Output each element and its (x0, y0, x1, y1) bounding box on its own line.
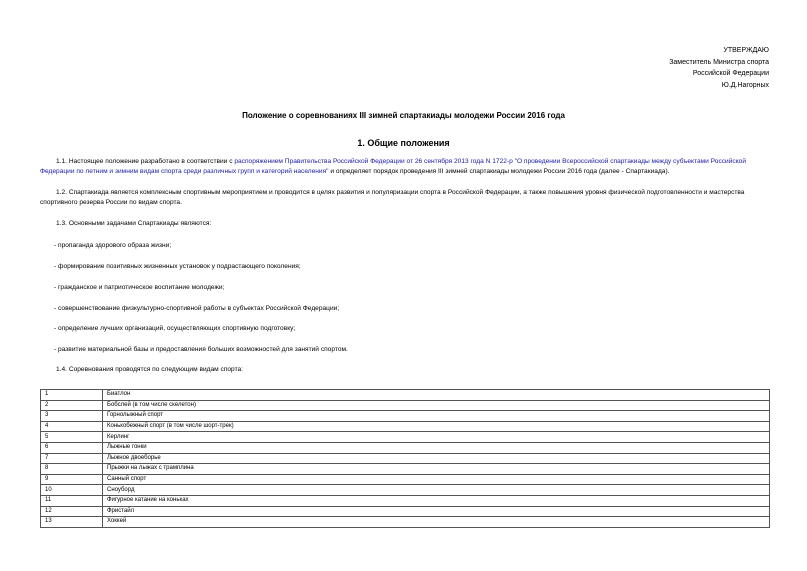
task-item: - определение лучших организаций, осуществляющих спортивную подготовку; (54, 325, 296, 332)
task-item: - формирование позитивных жизненных установок у подрастающего поколения; (54, 263, 301, 270)
sport-number: 13 (41, 517, 103, 528)
sport-name: Конькобежный спорт (в том числе шорт-трек) (103, 421, 770, 432)
paragraph-1-4-text: 1.4. Соревнования проводятся по следующим видам спорта: (56, 366, 244, 373)
government-order-link[interactable]: распоряжением Правительства Российской Федерации от 26 сентября 2013 года N 1722-р "О проведении Всероссийской спартакиады между субъектами Российской Федерации по летним и зимним видам спорта среди различных групп и категорий населения" (40, 158, 747, 175)
sport-number: 9 (41, 474, 103, 485)
sport-number: 5 (41, 432, 103, 443)
sports-table (40, 389, 770, 528)
table-row (41, 506, 770, 517)
table-row (41, 474, 770, 485)
sport-number: 8 (41, 464, 103, 475)
sport-name: Биатлон (103, 390, 770, 401)
paragraph-1-2-text: 1.2. Спартакиада является комплексным спортивным мероприятием и проводится в целях развития и популяризации спорта в Российской Федерации, а также повышения уровня физической подготовленности и мастерства спортивного резерва России по видам спорта. (40, 189, 745, 206)
sport-name: Бобслей (в том числе скелетон) (103, 400, 770, 411)
table-row (41, 432, 770, 443)
sport-name: Фристайл (103, 506, 770, 517)
paragraph-1-4 (40, 365, 770, 375)
sport-name: Прыжки на лыжах с трамплина (103, 464, 770, 475)
table-row (41, 411, 770, 422)
sport-number: 1 (41, 390, 103, 401)
sport-name: Санный спорт (103, 474, 770, 485)
table-row (41, 453, 770, 464)
sport-name: Лыжные гонки (103, 442, 770, 453)
table-row (41, 390, 770, 401)
paragraph-1-3-text: 1.3. Основными задачами Спартакиады являются: (56, 220, 212, 227)
sport-name: Керлинг (103, 432, 770, 443)
sport-name: Лыжное двоеборье (103, 453, 770, 464)
sport-number: 4 (41, 421, 103, 432)
sport-name: Фигурное катание на коньках (103, 495, 770, 506)
table-row (41, 421, 770, 432)
paragraph-1-2 (40, 188, 770, 208)
sport-number: 6 (41, 442, 103, 453)
table-row (41, 400, 770, 411)
sport-number: 2 (41, 400, 103, 411)
approval-position: Заместитель Министра спорта (669, 58, 769, 66)
table-row (41, 485, 770, 496)
task-item: - развитие материальной базы и предоставления больших возможностей для занятий спортом. (54, 346, 348, 353)
document-title: Положение о соревнованиях III зимней спартакиады молодежи России 2016 года (242, 111, 565, 120)
table-row (41, 517, 770, 528)
sport-name: Горнолыжный спорт (103, 411, 770, 422)
approval-heading: УТВЕРЖДАЮ (723, 47, 769, 54)
sport-number: 12 (41, 506, 103, 517)
table-row (41, 442, 770, 453)
sport-name: Хоккей (103, 517, 770, 528)
paragraph-1-1-prefix: 1.1. Настоящее положение разработано в соответствии с (56, 158, 235, 165)
approval-organization: Российской Федерации (692, 70, 769, 77)
section-title: 1. Общие положения (357, 138, 450, 148)
sport-number: 7 (41, 453, 103, 464)
task-item: - гражданское и патриотическое воспитание молодежи; (54, 284, 225, 291)
sport-number: 3 (41, 411, 103, 422)
paragraph-1-1 (40, 157, 770, 177)
sport-name: Сноуборд (103, 485, 770, 496)
table-row (41, 495, 770, 506)
approval-signatory: Ю.Д.Нагорных (721, 81, 769, 89)
task-item: - совершенствование физкультурно-спортивной работы в субъектах Российской Федерации; (54, 305, 340, 312)
task-item: - пропаганда здорового образа жизни; (54, 242, 172, 249)
table-row (41, 464, 770, 475)
paragraph-1-3 (40, 219, 770, 229)
sport-number: 11 (41, 495, 103, 506)
paragraph-1-1-suffix: и определяет порядок проведения III зимней спартакиады молодежи России 2016 года (далее - Спартакиада). (328, 168, 670, 175)
sport-number: 10 (41, 485, 103, 496)
approval-block (669, 45, 769, 91)
